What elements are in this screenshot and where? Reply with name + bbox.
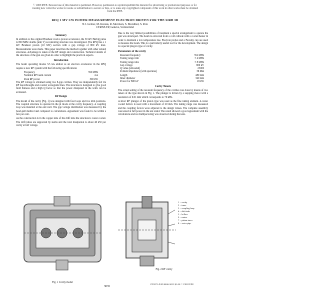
param-value: 480 mm xyxy=(195,73,204,77)
publication-code: CH1871-9/83/0000-3035 $1.00 © 1983 IEEE xyxy=(150,283,194,286)
param-value: 340 mm xyxy=(195,76,204,80)
author-list: N.J. Graber, M. Kuraus, R. Morrison, S. Morshied, S. Peta xyxy=(82,23,148,26)
body-text: The RF voltage is obtained using two 8-gap cavities. They are independently fed via RF feed-throughs and coaxial waveguide lines. The structure is designed to give good field flatness and a high Q factor so that the power dissipated in the walls can be evaluated. xyxy=(16,80,106,94)
param-label: Q value (unloaded) xyxy=(120,67,141,71)
param-value: ± 4 MHz xyxy=(194,57,204,61)
rf-cavity-figure xyxy=(118,196,210,276)
rf-cavity-drawing xyxy=(118,196,176,268)
param-row xyxy=(120,80,204,83)
paper-title: RFQ 1 MV CW POWER MEASUREMENT ELECTRON DRIVEN FOR THE SIRB 3D xyxy=(51,18,179,22)
legend-item: 4 = drift tube xyxy=(178,211,191,213)
introduction-text: The beam operating modes 3.5 kA elation as an electron accelerator in the RFQ require a new RF system with the following specifications: xyxy=(16,63,106,70)
figure-legend xyxy=(176,196,194,268)
param-label: Length xyxy=(120,73,128,77)
introduction-heading: Introduction xyxy=(53,59,69,63)
right-intro-text: Due to the very limited possibilities of treatment a special arrangement to operate the gun was developed. The beam is extracted from a cold cathode with a cooled heater in order to maintain a low temperature rise. Electron probes and a Faraday cup are used to measure the beam. This is a particularly useful tool for the development. The design is a special plug-in type of cavity. xyxy=(118,32,208,49)
spec-value: 350 MHz xyxy=(88,71,98,75)
parameters-table xyxy=(118,54,208,83)
cavity-tuners-text: The actual setting of the resonant frequency of the cavities was done by means of two tuners of the type shown in Fig. 1. The plunger is driven by a stepping motor with a resolution of 0.01 mm which corresponds to 70 kHz. xyxy=(118,88,208,99)
parameters-heading: Parameters of the cavity xyxy=(118,49,146,53)
param-label: Tuning range tube xyxy=(120,60,139,64)
param-label: R shunt impedance (with apertures) xyxy=(120,70,158,74)
legend-item: 1 = cavity xyxy=(178,202,188,204)
param-label: Resonant frequency xyxy=(120,54,141,58)
param-value: 36 MΩ xyxy=(196,70,204,74)
legend-item: 3 = coupling loop xyxy=(178,208,195,210)
rf-design-heading: RF Design xyxy=(55,95,67,99)
paper-authors xyxy=(30,23,200,29)
page-number: 3035 xyxy=(104,284,110,288)
param-label: Tuning range trim xyxy=(120,57,139,61)
cavity-tuners-text-2: A short RF plunger of the piston type was used as the fine tuning element. A water cooled bellow is used with a movement of 20 mm. The tuning range was measured and the coupling factors were adjusted to the design values. The complete assembly was tested at full power in the test stand. The result showed a good agreement with the calculations and no multipactoring was observed during the tests. xyxy=(118,99,208,117)
right-figure-caption: Fig. 2 RF cavity xyxy=(155,268,173,271)
param-value: ± 8 MHz xyxy=(194,60,204,64)
spec-label: Frequency xyxy=(24,71,35,75)
cavity-model-drawing xyxy=(20,196,105,276)
param-value: 800 kV xyxy=(196,63,204,67)
left-column xyxy=(16,32,106,129)
rf-design-text: The model of the cavity (Fig. 1) was designed with four loops and two trim positions. The coupled structure is operated in the pi mode at the cavity frequency. A coupling loop was installed at the end wall. The gap voltage distribution was measured by the bead-pull method and compared to calculations. Agreement was found to be within a few per cent. xyxy=(16,99,106,116)
param-value: 18 kW xyxy=(197,79,204,83)
param-label: Gap voltage xyxy=(120,63,133,67)
legend-item: 5 = bellow xyxy=(178,214,188,216)
summary-heading: Summary xyxy=(55,33,67,37)
cavity-model-figure xyxy=(20,196,105,284)
param-label: Inner diameter xyxy=(120,76,136,80)
spec-label: Peak RF power xyxy=(24,77,40,81)
legend-item: 8 = water pipe xyxy=(178,223,192,225)
right-column xyxy=(118,32,208,118)
copyright-notice: © 1983 IEEE. Personal use of this material is permitted. However, permission to reprint/republish this material for advertising or promotional purposes or for creating new collective works for resale or redistribution to servers or lists, or to reuse any copyrighted component of this work in other works must be obtained from the IEEE. xyxy=(31,4,199,14)
param-label: Power for 800 kV xyxy=(120,79,139,83)
construction-text: As the construction is in the copper tube of the drift tube the structure is water cooled. The drift tubes are supported by stems and the total dissipation is about 40 kW per cavity at full voltage. xyxy=(16,117,106,128)
legend-item: 7 = piston tuner xyxy=(178,220,193,222)
cavity-tuners-heading: Cavity Tuners xyxy=(154,84,172,88)
legend-item: 6 = motor xyxy=(178,217,188,219)
spec-table xyxy=(16,71,106,81)
summary-text: In addition to the original Brashear work a proton accelerator, the 50 mV Herbig pulse is 800 MHz double (unit V) accelerating structure was investigated. The RFQ has a 1 mV Brashear proton (10 MV) section with a gap voltage of 800 kV max. Measurements were made. This paper describes the method together with other related structures. Advantage is taken of the RF design and construction. Technical details of the structure of the gun are given in order to highlight the practical aspects. xyxy=(16,37,106,58)
left-figure-caption: Fig. 1 Cavity model xyxy=(52,281,73,284)
spec-value: 300 kW xyxy=(89,77,98,81)
param-value: 25000 xyxy=(197,67,204,71)
spec-value: 4 A xyxy=(94,74,98,78)
param-value: 352 MHz xyxy=(194,54,204,58)
spec-label: Nominal RF beam current xyxy=(24,74,52,78)
affiliation: CERN/LEP, Geneva, Switzerland xyxy=(96,26,134,29)
legend-item: 2 = tuner xyxy=(178,205,187,207)
